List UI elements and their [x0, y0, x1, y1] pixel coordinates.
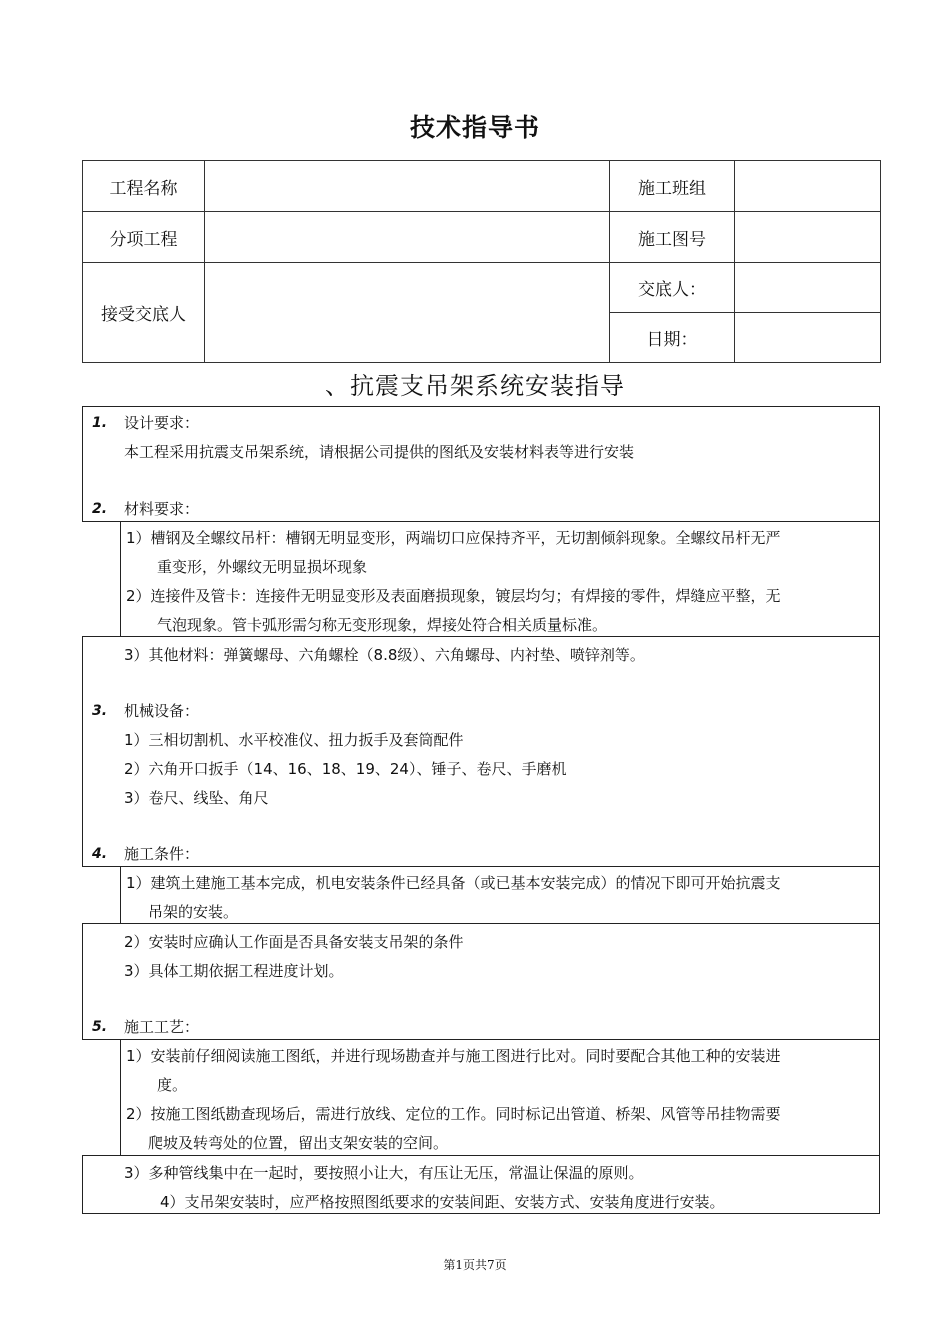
section-5-item-4: 4）支吊架安装时，应严格按照图纸要求的安装间距、安装方式、安装角度进行安装。 [160, 1193, 725, 1211]
section-5-item-2-line-2: 爬坡及转弯处的位置，留出支架安装的空间。 [148, 1134, 449, 1152]
project-name-value [205, 161, 610, 212]
document-title: 技术指导书 [409, 113, 540, 142]
section-2-item-1-line-2: 重变形，外螺纹无明显损坏现象 [157, 558, 368, 576]
section-frame-1 [82, 406, 880, 522]
section-4-item-1-line-2: 吊架的安装。 [148, 903, 239, 921]
section-1-number: 1. [92, 415, 108, 431]
section-2-item-2-line-1: 2）连接件及管卡：连接件无明显变形及表面磨损现象，镀层均匀；有焊接的零件，焊缝应平整，无 [126, 587, 781, 605]
section-3-item-3: 3）卷尺、线坠、角尺 [124, 789, 269, 807]
team-label: 施工班组 [610, 161, 735, 212]
section-2-heading: 材料要求： [124, 500, 200, 518]
section-5-item-1-line-2: 度。 [157, 1076, 188, 1094]
receiver-value [205, 263, 610, 363]
date-value [735, 313, 881, 363]
section-5-item-2-line-1: 2）按施工图纸勘查现场后，需进行放线、定位的工作。同时标记出管道、桥架、风管等吊挂物需要 [126, 1105, 781, 1123]
drawing-no-value [735, 212, 881, 263]
section-frame-3 [82, 636, 880, 867]
section-2-item-1-line-1: 1）槽钢及全螺纹吊杆：槽钢无明显变形，两端切口应保持齐平，无切割倾斜现象。全螺纹吊杆无严 [126, 529, 781, 547]
page-footer: 第1页共7页 [443, 1258, 507, 1272]
section-title: 、抗震支吊架系统安装指导 [325, 372, 625, 400]
section-2-number: 2. [92, 501, 108, 517]
section-2-item-2-line-2: 气泡现象。管卡弧形需匀称无变形现象，焊接处符合相关质量标准。 [157, 616, 608, 634]
section-4-item-1-line-1: 1）建筑土建施工基本完成，机电安装条件已经具备（或已基本安装完成）的情况下即可开始抗震支 [126, 874, 781, 892]
header-info-table [82, 160, 881, 363]
section-5-item-1-line-1: 1）安装前仔细阅读施工图纸，并进行现场勘查并与施工图进行比对。同时要配合其他工种的安装进 [126, 1047, 781, 1065]
section-4-item-3: 3）具体工期依据工程进度计划。 [124, 962, 344, 980]
date-label: 日期： [610, 313, 735, 363]
briefer-value [735, 263, 881, 313]
section-3-item-2: 2）六角开口扳手（14、16、18、19、24）、锤子、卷尺、手磨机 [124, 760, 567, 778]
section-4-item-2: 2）安装时应确认工作面是否具备安装支吊架的条件 [124, 933, 464, 951]
team-value [735, 161, 881, 212]
receiver-label: 接受交底人 [83, 263, 205, 363]
section-5-number: 5. [92, 1019, 108, 1035]
section-1-heading: 设计要求： [124, 414, 200, 432]
section-3-heading: 机械设备： [124, 702, 200, 720]
section-3-number: 3. [92, 703, 108, 719]
sub-project-label: 分项工程 [83, 212, 205, 263]
project-name-label: 工程名称 [83, 161, 205, 212]
drawing-no-label: 施工图号 [610, 212, 735, 263]
section-5-heading: 施工工艺： [124, 1018, 200, 1036]
sub-project-value [205, 212, 610, 263]
briefer-label: 交底人： [610, 263, 735, 313]
section-5-item-3: 3）多种管线集中在一起时，要按照小让大，有压让无压，常温让保温的原则。 [124, 1164, 644, 1182]
section-4-heading: 施工条件： [124, 845, 200, 863]
section-4-number: 4. [92, 846, 108, 862]
section-2-item-3: 3）其他材料：弹簧螺母、六角螺栓（8.8级）、六角螺母、内衬垫、喷锌剂等。 [124, 646, 645, 664]
section-3-item-1: 1）三相切割机、水平校准仪、扭力扳手及套筒配件 [124, 731, 464, 749]
section-1-body: 本工程采用抗震支吊架系统，请根据公司提供的图纸及安装材料表等进行安装 [124, 443, 635, 461]
